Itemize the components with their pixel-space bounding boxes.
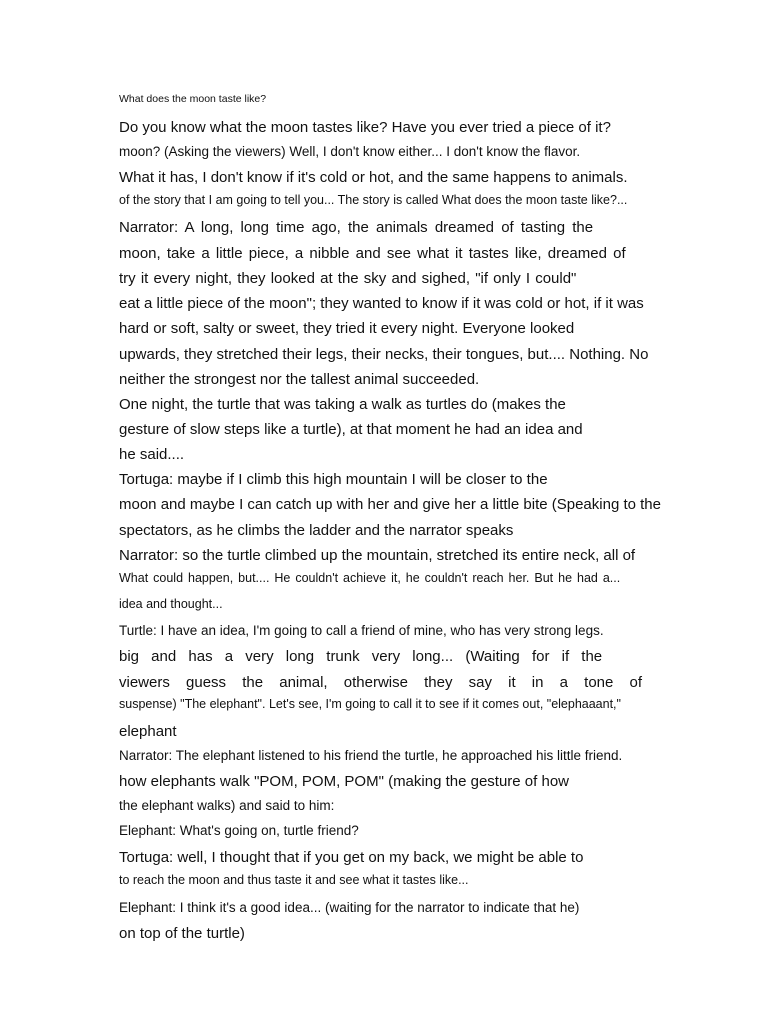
text-line: Do you know what the moon tastes like? Have you ever tried a piece of it? [119, 119, 611, 136]
text-line: hard or soft, salty or sweet, they tried it every night. Everyone looked [119, 320, 575, 337]
text-line: upwards, they stretched their legs, their necks, their tongues, but.... Nothing. No [119, 346, 649, 363]
text-line: eat a little piece of the moon"; they wanted to know if it was cold or hot, if it was [119, 295, 644, 312]
text-line: spectators, as he climbs the ladder and the narrator speaks [119, 522, 514, 539]
text-line: big and has a very long trunk very long... (Waiting for if the [119, 648, 603, 665]
text-line: Elephant: What's going on, turtle friend? [119, 823, 359, 838]
text-line: the elephant walks) and said to him: [119, 798, 335, 813]
text-line: What it has, I don't know if it's cold or hot, and the same happens to animals. [119, 169, 628, 186]
text-line: idea and thought... [119, 597, 223, 611]
text-line: Narrator: so the turtle climbed up the mountain, stretched its entire neck, all of [119, 547, 636, 564]
text-line: to reach the moon and thus taste it and see what it tastes like... [119, 873, 469, 887]
text-line: Tortuga: well, I thought that if you get on my back, we might be able to [119, 849, 584, 866]
text-line: Tortuga: maybe if I climb this high mountain I will be closer to the [119, 471, 548, 488]
text-line: he said.... [119, 446, 185, 463]
text-line: What could happen, but.... He couldn't achieve it, he couldn't reach her. But he had a... [119, 571, 621, 585]
text-line: gesture of slow steps like a turtle), at that moment he had an idea and [119, 421, 583, 438]
document-title: What does the moon taste like? [119, 93, 267, 105]
text-line: suspense) "The elephant". Let's see, I'm going to call it to see if it comes out, "elephaaant," [119, 697, 621, 711]
text-line: Narrator: The elephant listened to his friend the turtle, he approached his little friend. [119, 748, 623, 763]
text-line: how elephants walk "POM, POM, POM" (making the gesture of how [119, 773, 569, 790]
text-line: neither the strongest nor the tallest animal succeeded. [119, 371, 480, 388]
text-line: viewers guess the animal, otherwise they say it in a tone of [119, 674, 643, 691]
text-line: elephant [119, 723, 177, 740]
text-line: moon and maybe I can catch up with her and give her a little bite (Speaking to the [119, 496, 661, 513]
text-line: Turtle: I have an idea, I'm going to call a friend of mine, who has very strong legs. [119, 623, 604, 638]
text-line: moon, take a little piece, a nibble and see what it tastes like, dreamed of [119, 245, 626, 262]
text-line: on top of the turtle) [119, 925, 245, 942]
text-line: moon? (Asking the viewers) Well, I don't know either... I don't know the flavor. [119, 144, 581, 159]
text-line: One night, the turtle that was taking a walk as turtles do (makes the [119, 396, 566, 413]
text-line: Elephant: I think it's a good idea... (waiting for the narrator to indicate that he) [119, 900, 580, 915]
text-line: Narrator: A long, long time ago, the animals dreamed of tasting the [119, 219, 594, 236]
text-line: of the story that I am going to tell you... The story is called What does the moon taste like?... [119, 193, 628, 207]
text-line: try it every night, they looked at the sky and sighed, "if only I could" [119, 270, 577, 287]
